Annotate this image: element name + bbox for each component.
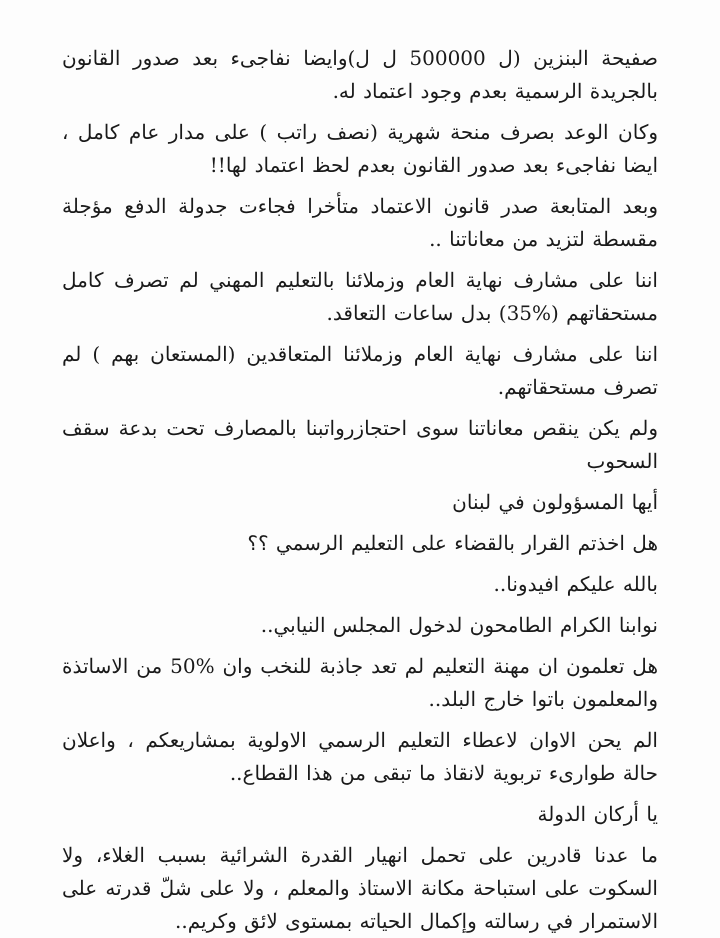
paragraph-purchasing-power: ما عدنا قادرين على تحمل انهيار القدرة الشرائية بسبب الغلاء، ولا السكوت على استباحة مكانة الاستاذ والمعلم ، ولا على شلّ قدرته على الاستمرار في رسالته وإكمال الحياته بمستوى لائق وكريم.. (62, 843, 658, 933)
paragraph-payment-schedule: وبعد المتابعة صدر قانون الاعتماد متأخرا فجاءت جدولة الدفع مؤجلة مقسطة لتزيد من معاناتنا .. (62, 194, 658, 251)
paragraph-address-officials: أيها المسؤولون في لبنان (452, 490, 658, 514)
paragraph-bank-withholding: ولم يكن ينقص معاناتنا سوى احتجازرواتبنا بالمصارف تحت بدعة سقف السحوب (62, 416, 658, 473)
paragraph-plea: بالله عليكم افيدونا.. (493, 572, 658, 596)
paragraph-address-state-pillars: يا أركان الدولة (537, 802, 658, 826)
paragraph-address-deputies: نوابنا الكرام الطامحون لدخول المجلس النيابي.. (260, 613, 658, 637)
paragraph-fuel-law: صفيحة البنزين (ل 500000 ل ل)وايضا نفاجىء بعد صدور القانون بالجريدة الرسمية بعدم وجود اعتماد له. (62, 46, 658, 103)
paragraph-education-emergency: الم يحن الاوان لاعطاء التعليم الرسمي الاولوية بمشاريعكم ، واعلان حالة طوارىء تربوية لانقاذ ما تبقى من هذا القطاع.. (62, 728, 658, 785)
paragraph-teachers-abroad: هل تعلمون ان مهنة التعليم لم تعد جاذبة للنخب وان %50 من الاساتذة والمعلمون باتوا خارج البلد.. (62, 654, 658, 711)
paragraph-vocational-teachers-dues: اننا على مشارف نهاية العام وزملائنا بالتعليم المهني لم تصرف كامل مستحقاتهم (%35) بدل ساعات التعاقد. (62, 268, 658, 325)
paragraph-question-public-education: هل اخذتم القرار بالقضاء على التعليم الرسمي ؟؟ (247, 531, 658, 555)
paragraph-contract-teachers-dues: اننا على مشارف نهاية العام وزملائنا المتعاقدين (المستعان بهم ) لم تصرف مستحقاتهم. (62, 342, 658, 399)
paragraph-monthly-grant: وكان الوعد بصرف منحة شهرية (نصف راتب ) على مدار عام كامل ، ايضا نفاجىء بعد صدور القانون بعدم لحظ اعتماد لها!! (62, 120, 658, 177)
